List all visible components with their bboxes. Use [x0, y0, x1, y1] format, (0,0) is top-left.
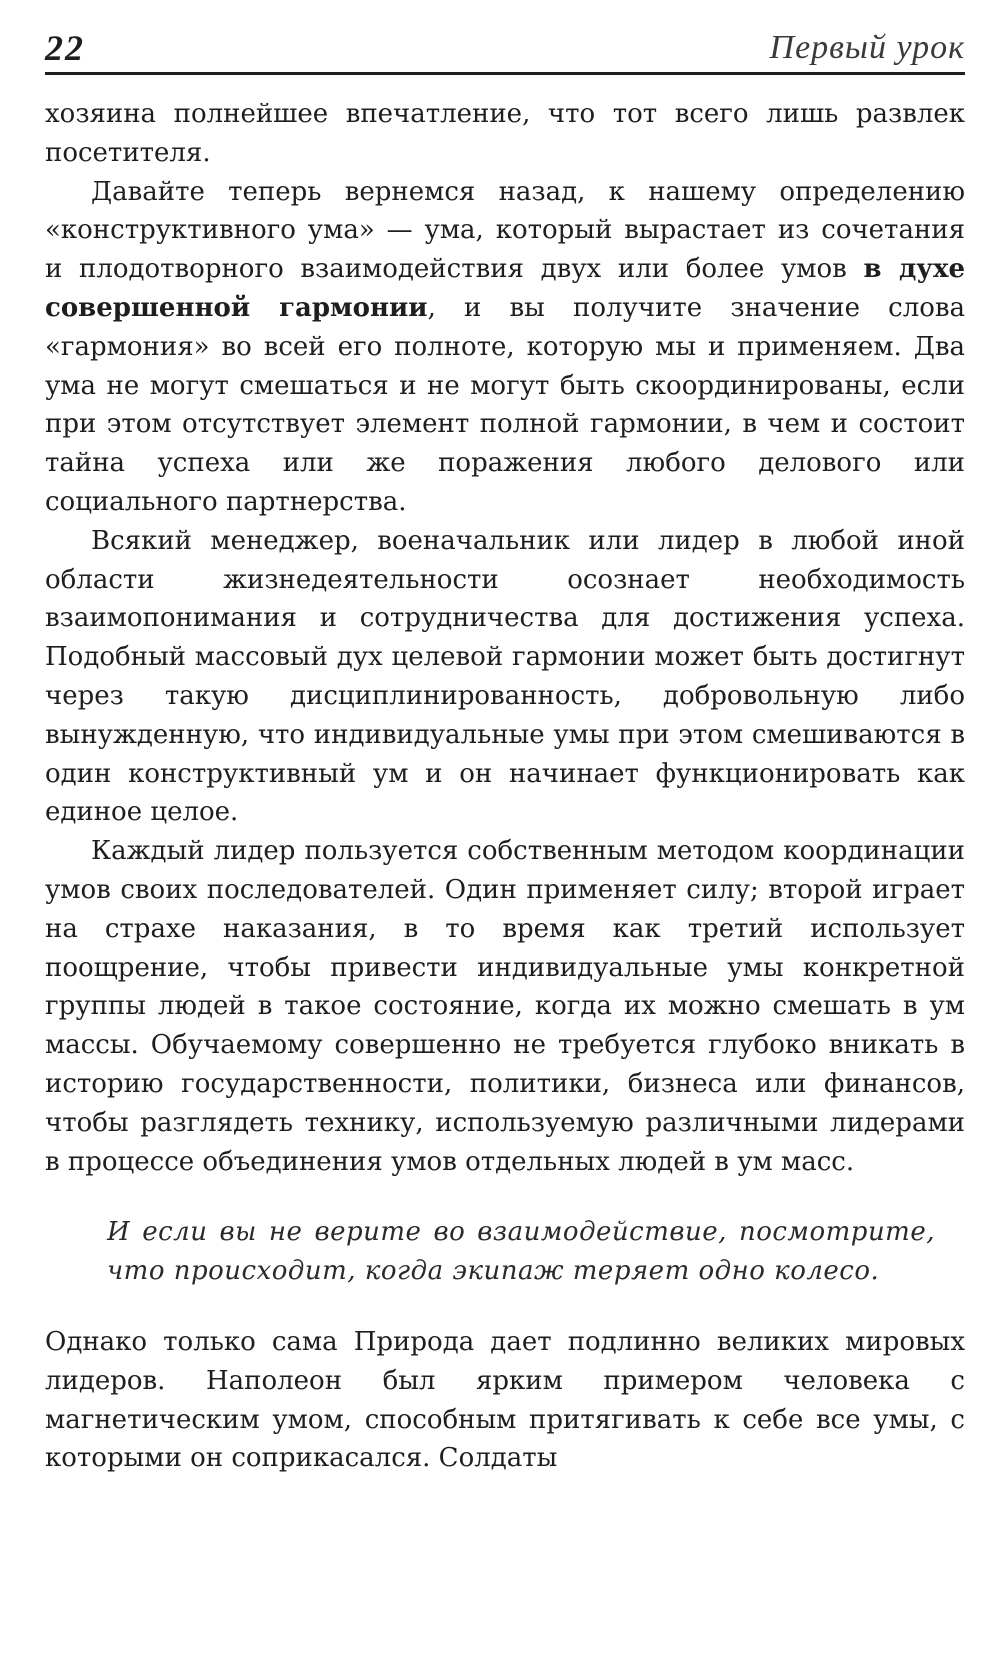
bold-emphasis: в духе совершенной гармонии [45, 254, 965, 323]
page-number: 22 [45, 28, 85, 68]
paragraph-leadership: Всякий менеджер, военачальник или лидер в любой иной области жизнедеятельности осознает необходимость взаимопонимания и сотрудничества для достижения успеха. Подобный массовый дух целевой гармонии может быть достигнут через такую дисциплинированность, добровольную либо вынужденную, что индивидуальные умы при этом смешиваются в один конструктивный ум и он начинает функционировать как единое целое. [45, 525, 965, 828]
paragraph-continuation: хозяина полнейшее впечатление, что тот всего лишь развлек посетителя. [45, 99, 965, 168]
paragraph-harmony [45, 173, 965, 522]
body-text [45, 95, 965, 1478]
paragraph-nature: Однако только сама Природа дает подлинно великих мировых лидеров. Наполеон был ярким примером человека с магнетическим умом, способным притягивать к себе все умы, с которыми он соприкасался. Солдаты [45, 1326, 965, 1474]
paragraph-text-start: Давайте теперь вернемся назад, к нашему определению «конструктивного ума» — ума, который вырастает из сочетания и плодотворного взаимодействия двух или более умов [45, 176, 965, 285]
paragraph-coordination: Каждый лидер пользуется собственным методом координации умов своих последователей. Один применяет силу; второй играет на страхе наказания, в то время как третий использует поощрение, чтобы привести индивидуальные умы конкретной группы людей в такое состояние, когда их можно смешать в ум массы. Обучаемому совершенно не требуется глубоко вникать в историю государственности, политики, бизнеса или финансов, чтобы разглядеть технику, используемую различными лидерами в процессе объединения умов отдельных людей в ум масс. [45, 836, 965, 1177]
running-head: Первый урок [769, 29, 965, 66]
book-page [45, 22, 965, 1478]
pull-quote: И если вы не верите во взаимодействие, посмотрите, что происходит, когда экипаж теряет одно колесо. [107, 1217, 935, 1287]
page-header [45, 22, 965, 75]
paragraph-text-end: , и вы получите значение слова «гармония» во всей его полноте, которую мы и применяем. Два ума не могут смешаться и не могут быть скоординированы, если при этом отсутствует элемент полной гармонии, в чем и состоит тайна успеха или же поражения любого делового или социального партнерства. [45, 292, 965, 517]
